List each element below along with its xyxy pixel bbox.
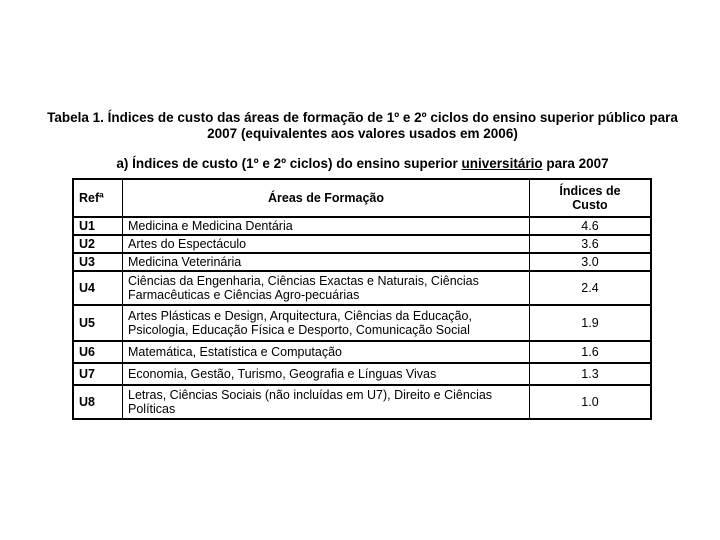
table-row	[74, 304, 650, 340]
table-row	[74, 252, 650, 270]
header-row	[74, 180, 650, 216]
row-index: 1.9	[530, 304, 650, 340]
row-ref: U1	[74, 216, 123, 234]
table-row	[74, 384, 650, 418]
subtitle-pre: a) Índices de custo (1º e 2º ciclos) do ensino superior	[116, 156, 462, 171]
row-area: Artes do Espectáculo	[123, 234, 530, 252]
header-index-line-1: Índices de	[559, 184, 621, 198]
row-ref: U8	[74, 384, 123, 418]
row-index: 2.4	[530, 270, 650, 304]
header-index-line-2: Custo	[572, 198, 608, 212]
row-ref: U7	[74, 362, 123, 384]
header-ref: Refª	[74, 180, 123, 216]
table-row	[74, 362, 650, 384]
table-title	[40, 110, 685, 142]
row-area: Artes Plásticas e Design, Arquitectura, Ciências da Educação, Psicologia, Educação Física e Desporto, Comunicação Social	[123, 304, 530, 340]
row-index: 1.3	[530, 362, 650, 384]
row-index: 1.6	[530, 340, 650, 362]
table-subtitle	[40, 156, 685, 172]
row-index: 4.6	[530, 216, 650, 234]
table-row	[74, 270, 650, 304]
row-area: Matemática, Estatística e Computação	[123, 340, 530, 362]
row-index: 3.0	[530, 252, 650, 270]
row-index: 3.6	[530, 234, 650, 252]
table-row	[74, 234, 650, 252]
row-ref: U3	[74, 252, 123, 270]
row-area: Medicina e Medicina Dentária	[123, 216, 530, 234]
subtitle-underlined: universitário	[461, 156, 543, 171]
row-ref: U6	[74, 340, 123, 362]
header-area: Áreas de Formação	[123, 180, 530, 216]
row-area: Letras, Ciências Sociais (não incluídas em U7), Direito e Ciências Políticas	[123, 384, 530, 418]
row-area: Economia, Gestão, Turismo, Geografia e Línguas Vivas	[123, 362, 530, 384]
title-line-2: 2007 (equivalentes aos valores usados em 2006)	[207, 126, 518, 141]
row-area: Medicina Veterinária	[123, 252, 530, 270]
cost-index-table	[72, 178, 652, 420]
title-line-1: Tabela 1. Índices de custo das áreas de formação de 1º e 2º ciclos do ensino superior público para	[47, 110, 678, 125]
table-row	[74, 216, 650, 234]
header-index	[530, 180, 650, 216]
row-ref: U2	[74, 234, 123, 252]
table-row	[74, 340, 650, 362]
row-area: Ciências da Engenharia, Ciências Exactas e Naturais, Ciências Farmacêuticas e Ciências Agro-pecuárias	[123, 270, 530, 304]
row-ref: U5	[74, 304, 123, 340]
row-index: 1.0	[530, 384, 650, 418]
row-ref: U4	[74, 270, 123, 304]
subtitle-post: para 2007	[542, 156, 609, 171]
